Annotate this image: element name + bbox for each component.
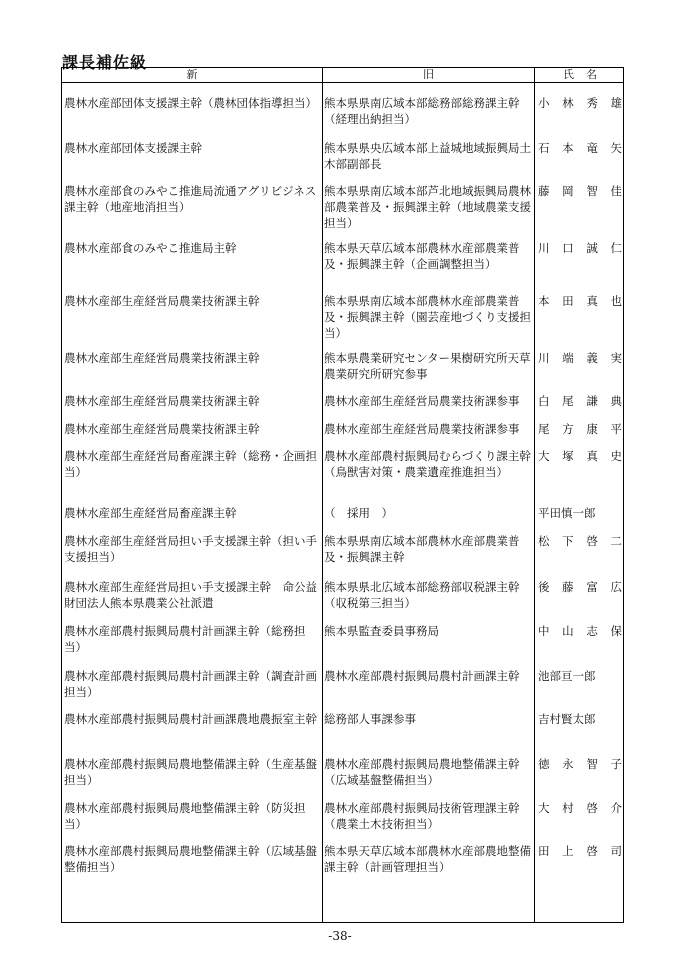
cell-person-name	[536, 393, 624, 409]
cell-new-position: 農林水産部農村振興局農村計画課農地農振室主幹	[64, 712, 317, 726]
person-name-char: 志	[586, 624, 598, 638]
person-name-char: 康	[586, 422, 598, 436]
person-name-char: 啓	[586, 801, 598, 815]
cell-person-name	[536, 140, 624, 156]
person-name-char: 広	[610, 580, 622, 594]
cell-old-position: 熊本県県央広域本部上益城地域振興局土木部副部長	[324, 141, 531, 171]
person-name-char: 塚	[562, 449, 574, 463]
cell-old-position: 農林水産部農村振興局技術管理課主幹（農業土木技術担当）	[324, 801, 520, 831]
person-name-char: 平	[610, 422, 622, 436]
cell-person-name	[536, 505, 624, 521]
cell-old-position: 熊本県農業研究センター果樹研究所天草農業研究所研究参事	[324, 351, 531, 381]
cell-old-position: 熊本県県南広域本部農林水産部農業普及・振興課主幹（園芸産地づくり支援担当）	[324, 294, 531, 340]
person-name-char: 也	[610, 294, 622, 308]
person-name-char: 啓	[586, 844, 598, 858]
person-name-char: 小	[538, 96, 550, 110]
person-name-char: 真	[586, 294, 598, 308]
cell-new-position: 農林水産部農村振興局農地整備課主幹（防災担当）	[64, 801, 306, 831]
person-name-char: 介	[610, 801, 622, 815]
cell-person-name	[536, 800, 624, 816]
cell-new-position: 農林水産部団体支援課主幹（農林団体指導担当）	[64, 96, 317, 110]
cell-old-position: 熊本県天草広域本部農林水産部農業普及・振興課主幹（企画調整担当）	[324, 241, 520, 271]
cell-person-name	[536, 668, 624, 684]
cell-person-name	[536, 350, 624, 366]
cell-person-name	[536, 448, 624, 464]
cell-new-position: 農林水産部生産経営局農業技術課主幹	[64, 422, 260, 436]
person-name-text: 平田慎一郎	[538, 506, 596, 520]
cell-old-position: 熊本県県北広域本部総務部収税課主幹（収税第三担当）	[324, 580, 520, 610]
person-name-char: 上	[562, 844, 574, 858]
person-name-char: 智	[586, 757, 598, 771]
cell-old-position: 熊本県県南広域本部農林水産部農業普及・振興課主幹	[324, 534, 520, 564]
cell-new-position: 農林水産部農村振興局農地整備課主幹（広域基盤整備担当）	[64, 844, 317, 874]
person-name-char: 尾	[538, 422, 550, 436]
person-name-char: 口	[562, 241, 574, 255]
cell-person-name	[536, 623, 624, 639]
cell-person-name	[536, 240, 624, 256]
cell-old-position: 熊本県天草広域本部農林水産部農地整備課主幹（計画管理担当）	[324, 844, 531, 874]
person-name-char: 司	[610, 844, 622, 858]
person-name-char: 秀	[586, 96, 598, 110]
cell-new-position: 農林水産部農村振興局農地整備課主幹（生産基盤担当）	[64, 757, 317, 787]
person-name-char: 義	[586, 351, 598, 365]
header-new: 新	[186, 68, 198, 81]
column-divider	[534, 68, 535, 922]
cell-person-name	[536, 183, 624, 199]
person-name-char: 二	[610, 534, 622, 548]
cell-new-position: 農林水産部生産経営局畜産課主幹	[64, 506, 237, 520]
cell-person-name	[536, 579, 624, 595]
cell-old-position: （ 採用 ）	[324, 506, 393, 520]
person-name-char: 岡	[562, 184, 574, 198]
person-name-char: 本	[562, 141, 574, 155]
cell-person-name	[536, 293, 624, 309]
person-name-char: 富	[586, 580, 598, 594]
cell-person-name	[536, 843, 624, 859]
cell-new-position: 農林水産部食のみやこ推進局流通アグリビジネス課主幹（地産地消担当）	[64, 184, 317, 214]
person-name-char: 方	[562, 422, 574, 436]
person-name-char: 史	[610, 449, 622, 463]
header-name: 氏名	[563, 68, 609, 81]
cell-new-position: 農林水産部生産経営局農業技術課主幹	[64, 394, 260, 408]
person-name-char: 真	[586, 449, 598, 463]
person-name-char: 典	[610, 394, 622, 408]
cell-new-position: 農林水産部農村振興局農村計画課主幹（総務担当）	[64, 624, 306, 654]
cell-person-name	[536, 756, 624, 772]
person-name-char: 実	[610, 351, 622, 365]
person-name-char: 徳	[538, 757, 550, 771]
person-name-char: 尾	[562, 394, 574, 408]
cell-person-name	[536, 711, 624, 727]
person-name-char: 竜	[586, 141, 598, 155]
cell-old-position: 熊本県県南広域本部総務部総務課主幹（経理出納担当）	[324, 96, 520, 126]
person-name-char: 佳	[610, 184, 622, 198]
cell-new-position: 農林水産部生産経営局担い手支援課主幹 命公益財団法人熊本県農業公社派遣	[64, 580, 317, 610]
person-name-char: 林	[562, 96, 574, 110]
person-name-char: 誠	[586, 241, 598, 255]
person-name-char: 石	[538, 141, 550, 155]
person-name-char: 藤	[562, 580, 574, 594]
cell-new-position: 農林水産部生産経営局農業技術課主幹	[64, 351, 260, 365]
cell-person-name	[536, 421, 624, 437]
person-name-char: 大	[538, 801, 550, 815]
person-name-text: 吉村賢太郎	[538, 712, 596, 726]
person-name-char: 村	[562, 801, 574, 815]
person-name-char: 白	[538, 394, 550, 408]
person-name-char: 端	[562, 351, 574, 365]
person-name-char: 藤	[538, 184, 550, 198]
cell-old-position: 総務部人事課参事	[324, 712, 416, 726]
cell-old-position: 農林水産部農村振興局農村計画課主幹	[324, 669, 520, 683]
page-heading: 課長補佐級	[62, 53, 148, 72]
person-name-char: 大	[538, 449, 550, 463]
person-name-char: 本	[538, 294, 550, 308]
person-name-char: 後	[538, 580, 550, 594]
person-name-char: 保	[610, 624, 622, 638]
cell-person-name	[536, 533, 624, 549]
cell-old-position: 農林水産部農村振興局むらづくり課主幹（鳥獣害対策・農業遺産推進担当）	[324, 449, 531, 479]
cell-new-position: 農林水産部食のみやこ推進局主幹	[64, 241, 237, 255]
person-name-char: 田	[562, 294, 574, 308]
cell-old-position: 農林水産部生産経営局農業技術課参事	[324, 422, 520, 436]
person-name-char: 謙	[586, 394, 598, 408]
cell-person-name	[536, 95, 624, 111]
cell-old-position: 熊本県県南広域本部芦北地域振興局農林部農業普及・振興課主幹（地域農業支援担当）	[324, 184, 531, 230]
person-name-char: 川	[538, 241, 550, 255]
cell-new-position: 農林水産部団体支援課主幹	[64, 141, 202, 155]
person-name-char: 松	[538, 534, 550, 548]
cell-old-position: 農林水産部生産経営局農業技術課参事	[324, 394, 520, 408]
person-name-char: 智	[586, 184, 598, 198]
cell-old-position: 農林水産部農村振興局農地整備課主幹（広域基盤整備担当）	[324, 757, 520, 787]
person-name-char: 山	[562, 624, 574, 638]
cell-new-position: 農林水産部農村振興局農村計画課主幹（調査計画担当）	[64, 669, 317, 699]
person-name-char: 中	[538, 624, 550, 638]
cell-old-position: 熊本県監査委員事務局	[324, 624, 439, 638]
person-name-char: 川	[538, 351, 550, 365]
cell-new-position: 農林水産部生産経営局担い手支援課主幹（担い手支援担当）	[64, 534, 317, 564]
person-name-text: 池部亘一郎	[538, 669, 596, 683]
person-name-char: 矢	[610, 141, 622, 155]
person-name-char: 子	[610, 757, 622, 771]
person-name-char: 田	[538, 844, 550, 858]
person-name-char: 下	[562, 534, 574, 548]
cell-new-position: 農林水産部生産経営局農業技術課主幹	[64, 294, 260, 308]
person-name-char: 永	[562, 757, 574, 771]
header-old: 旧	[423, 68, 434, 81]
personnel-table	[61, 67, 624, 923]
person-name-char: 仁	[610, 241, 622, 255]
cell-new-position: 農林水産部生産経営局畜産課主幹（総務・企画担当）	[64, 449, 317, 479]
person-name-char: 雄	[610, 96, 622, 110]
person-name-char: 啓	[586, 534, 598, 548]
page-number: -38-	[328, 929, 352, 943]
table-header	[62, 68, 623, 83]
column-divider	[322, 68, 323, 922]
